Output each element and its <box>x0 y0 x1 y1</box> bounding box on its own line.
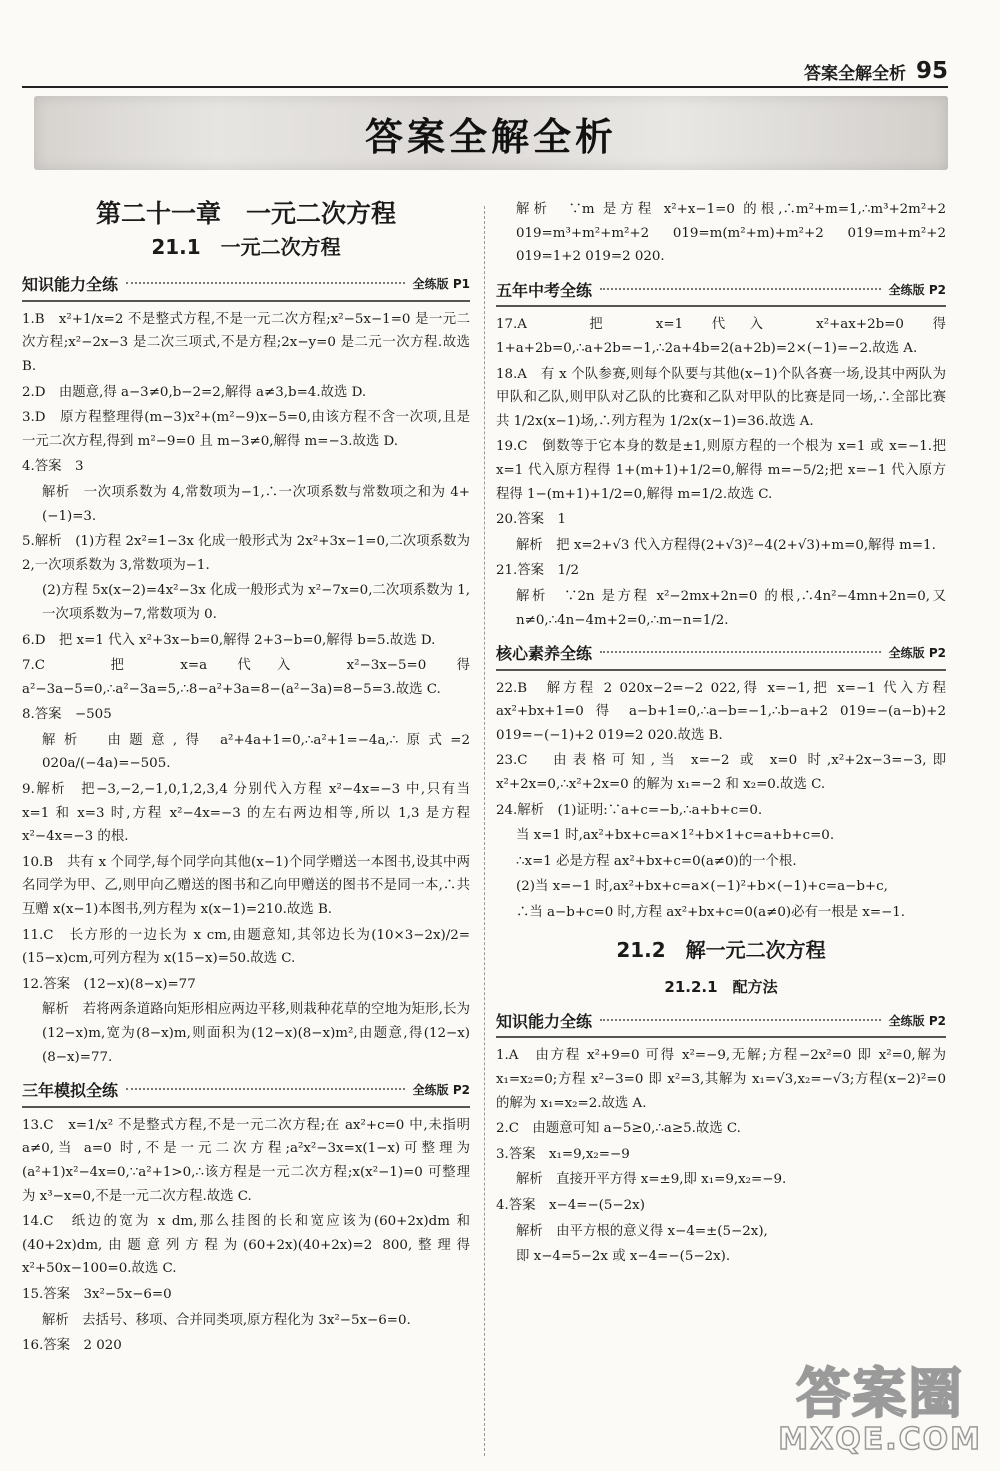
answer-item: 15.答案 3x²−5x−6=0 <box>22 1286 172 1302</box>
answer-explanation: 解析 去括号、移项、合并同类项,原方程化为 3x²−5x−6=0. <box>42 1312 411 1328</box>
answer-item: 12.答案 (12−x)(8−x)=77 <box>22 976 196 992</box>
answer-item: 1.B x²+1/x=2 不是整式方程,不是一元二次方程;x²−5x−1=0 是一元二次方程;x²−2x−3 是二次三项式,不是方程;2x−y=0 是二元一次方程.故选 B. <box>22 311 470 374</box>
answer-explanation: 解析 一次项系数为 4,常数项为−1,∴一次项系数与常数项之和为 4+(−1)=3. <box>42 484 470 524</box>
answer-item: 3.答案 x₁=9,x₂=−9 <box>496 1146 630 1162</box>
section-heading-ref: 全练版 P2 <box>888 282 946 297</box>
watermark-text: 答案圈 <box>796 1362 965 1425</box>
answer-item: 20.答案 1 <box>496 512 566 528</box>
answer-item: 13.C x=1/x² 不是整式方程,不是一元二次方程;在 ax²+c=0 中,未指明 a≠0,当 a=0 时,不是一元二次方程;a²x²−3x=x(1−x)可整理为(a²+1)x²−4x=0,∵a²+1>0,∴该方程是一元二次方程;x(x²−1)=0 可整理为 x³−x=0,不是一元二次方程.故选 C. <box>22 1117 470 1204</box>
dotted-leader <box>126 1088 405 1090</box>
section-heading-title: 知识能力全练 <box>22 275 119 295</box>
section-title-2: 21.2 解一元二次方程 <box>616 937 826 962</box>
answer-explanation: 解析 把 x=2+√3 代入方程得(2+√3)²−4(2+√3)+m=0,解得 m=1. <box>516 537 936 553</box>
section-heading-2 <box>22 1079 470 1108</box>
answer-explanation: ∴x=1 必是方程 ax²+bx+c=0(a≠0)的一个根. <box>516 853 797 869</box>
dotted-leader <box>600 651 881 653</box>
dotted-leader <box>600 288 881 290</box>
answer-item: 21.答案 1/2 <box>496 563 580 579</box>
answer-item: 11.C 长方形的一边长为 x cm,由题意知,其邻边长为(10×3−2x)/2=(15−x)cm,可列方程为 x(15−x)=50.故选 C. <box>22 927 470 967</box>
title-banner <box>34 96 948 170</box>
section-heading-5 <box>496 1010 946 1039</box>
answer-explanation: (2)方程 5x(x−2)=4x²−3x 化成一般形式为 x²−7x=0,二次项系数为 1,一次项系数为−7,常数项为 0. <box>42 583 470 622</box>
answer-item: 7.C 把 x=a 代入 x²−3x−5=0 得 a²−3a−5=0,∴a²−3a=5,∴8−a²+3a=8−(a²−3a)=8−5=3.故选 C. <box>22 658 470 697</box>
answer-item: 5.解析 (1)方程 2x²=1−3x 化成一般形式为 2x²+3x−1=0,二次项系数为 2,一次项系数为 3,常数项为−1. <box>22 534 470 573</box>
answer-item: 6.D 把 x=1 代入 x²+3x−b=0,解得 2+3−b=0,解得 b=5.故选 D. <box>22 632 436 648</box>
answer-item: 9.解析 把−3,−2,−1,0,1,2,3,4 分别代入方程 x²−4x=−3 中,只有当 x=1 和 x=3 时,方程 x²−4x=−3 的左右两边相等,所以 1,3 是方程 x²−4x=−3 的根. <box>22 782 470 845</box>
answer-item: 10.B 共有 x 个同学,每个同学向其他(x−1)个同学赠送一本图书,设其中两名同学为甲、乙,则甲向乙赠送的图书和乙向甲赠送的图书不是同一本,∴共互赠 x(x−1)本图书,列方程为 x(x−1)=210.故选 B. <box>22 854 470 918</box>
answer-explanation: (2)当 x=−1 时,ax²+bx+c=a×(−1)²+b×(−1)+c=a−b+c, <box>516 879 888 895</box>
right-column <box>496 198 946 1271</box>
answer-item: 19.C 倒数等于它本身的数是±1,则原方程的一个根为 x=1 或 x=−1.把 x=1 代入原方程得 1+(m+1)+1/2=0,解得 m=−5/2;把 x=−1 代入原方程得 1−(m+1)+1/2=0,解得 m=1/2.故选 C. <box>496 439 946 502</box>
section-heading-1 <box>22 273 470 302</box>
section-heading-ref: 全练版 P2 <box>888 1013 946 1028</box>
running-header <box>804 58 948 84</box>
answer-item: 24.解析 (1)证明:∵a+c=−b,∴a+b+c=0. <box>496 802 763 818</box>
answer-explanation: 解析 ∵2n 是方程 x²−2mx+2n=0 的根,∴4n²−4mn+2n=0,又 n≠0,∴4n−4m+2=0,∴m−n=1/2. <box>516 588 946 628</box>
answer-item: 2.C 由题意可知 a−5≥0,∴a≥5.故选 C. <box>496 1121 741 1137</box>
answer-explanation: 即 x−4=5−2x 或 x−4=−(5−2x). <box>516 1249 731 1265</box>
section-heading-ref: 全练版 P1 <box>412 277 470 292</box>
answer-explanation: 解析 直接开平方得 x=±9,即 x₁=9,x₂=−9. <box>516 1172 787 1188</box>
dotted-leader <box>600 1019 881 1021</box>
section-heading-title: 五年中考全练 <box>496 280 593 300</box>
answer-item: 23.C 由表格可知,当 x=−2 或 x=0 时,x²+2x−3=−3,即 x²+2x=0,∴x²+2x=0 的解为 x₁=−2 和 x₂=0.故选 C. <box>496 753 946 793</box>
answer-item: 8.答案 −505 <box>22 707 112 723</box>
column-divider <box>484 206 486 1456</box>
answer-explanation: ∴当 a−b+c=0 时,方程 ax²+bx+c=0(a≠0)必有一根是 x=−1. <box>516 905 906 921</box>
section-heading-title: 核心素养全练 <box>496 644 593 664</box>
section-heading-4 <box>496 642 946 671</box>
answer-explanation: 解析 ∵m 是方程 x²+x−1=0 的根,∴m²+m=1,∴m³+2m²+2 019=m³+m²+m²+2 019=m(m²+m)+m²+2 019=m+m²+2 019=1+2 019=2 020. <box>516 202 946 265</box>
answer-item: 22.B 解方程 2 020x−2=−2 022,得 x=−1,把 x=−1 代入方程 ax²+bx+1=0 得 a−b+1=0,∴a−b=−1,∴b−a+2 019=−(a−b)+2 019=−(−1)+2 019=2 020.故选 B. <box>496 680 946 743</box>
answer-item: 4.答案 3 <box>22 459 84 475</box>
answer-item: 17.A 把 x=1 代入 x²+ax+2b=0 得 1+a+2b=0,∴a+2b=−1,∴2a+4b=2(a+2b)=2×(−1)=−2.故选 A. <box>496 317 946 356</box>
section-heading-3 <box>496 279 946 308</box>
section-heading-ref: 全练版 P2 <box>412 1083 470 1098</box>
running-header-label: 答案全解全析 <box>803 63 906 84</box>
answer-explanation: 解析 若将两条道路向矩形相应两边平移,则栽种花草的空地为矩形,长为(12−x)m,宽为(8−x)m,则面积为(12−x)(8−x)m²,由题意,得(12−x)(8−x)=77. <box>42 1002 470 1065</box>
answer-explanation: 解析 由平方根的意义得 x−4=±(5−2x), <box>516 1223 768 1239</box>
subsection-title: 21.2.1 配方法 <box>664 978 778 997</box>
answer-item: 14.C 纸边的宽为 x dm,那么挂图的长和宽应该为(60+2x)dm 和(40+2x)dm,由题意列方程为(60+2x)(40+2x)=2 800,整理得 x²+50x−100=0.故选 C. <box>22 1214 470 1277</box>
section-heading-title: 三年模拟全练 <box>22 1081 119 1101</box>
section-heading-ref: 全练版 P2 <box>888 646 946 661</box>
page-number: 95 <box>915 58 948 84</box>
header-rule <box>22 86 948 88</box>
left-column <box>22 198 470 1360</box>
watermark-url: MXQE.COM <box>778 1422 982 1457</box>
dotted-leader <box>126 282 405 284</box>
answer-item: 16.答案 2 020 <box>22 1338 122 1354</box>
answer-item: 4.答案 x−4=−(5−2x) <box>496 1197 645 1213</box>
answer-explanation: 解析 由题意,得 a²+4a+1=0,∴a²+1=−4a,∴原式=2 020a/(−4a)=−505. <box>42 732 470 772</box>
section-heading-title: 知识能力全练 <box>496 1011 593 1031</box>
section-title: 21.1 一元二次方程 <box>151 234 341 259</box>
answer-item: 18.A 有 x 个队参赛,则每个队要与其他(x−1)个队各赛一场,设其中两队为甲队和乙队,则甲队对乙队的比赛和乙队对甲队的比赛是同一场,∴全部比赛共 1/2x(x−1)场,∴列方程为 1/2x(x−1)=36.故选 A. <box>496 366 946 429</box>
answer-item: 3.D 原方程整理得(m−3)x²+(m²−9)x−5=0,由该方程不含一次项,且是一元二次方程,得到 m²−9=0 且 m−3≠0,解得 m=−3.故选 D. <box>22 410 470 449</box>
answer-item: 2.D 由题意,得 a−3≠0,b−2=2,解得 a≠3,b=4.故选 D. <box>22 384 367 400</box>
answer-item: 1.A 由方程 x²+9=0 可得 x²=−9,无解;方程−2x²=0 即 x²=0,解为 x₁=x₂=0;方程 x²−3=0 即 x²=3,其解为 x₁=√3,x₂=−√3;方程(x−2)²=0 的解为 x₁=x₂=2.故选 A. <box>496 1048 946 1111</box>
banner-title: 答案全解全析 <box>364 114 617 159</box>
watermark-logo <box>778 1351 982 1457</box>
answer-explanation: 当 x=1 时,ax²+bx+c=a×1²+b×1+c=a+b+c=0. <box>516 828 835 844</box>
chapter-title: 第二十一章 一元二次方程 <box>95 199 396 228</box>
